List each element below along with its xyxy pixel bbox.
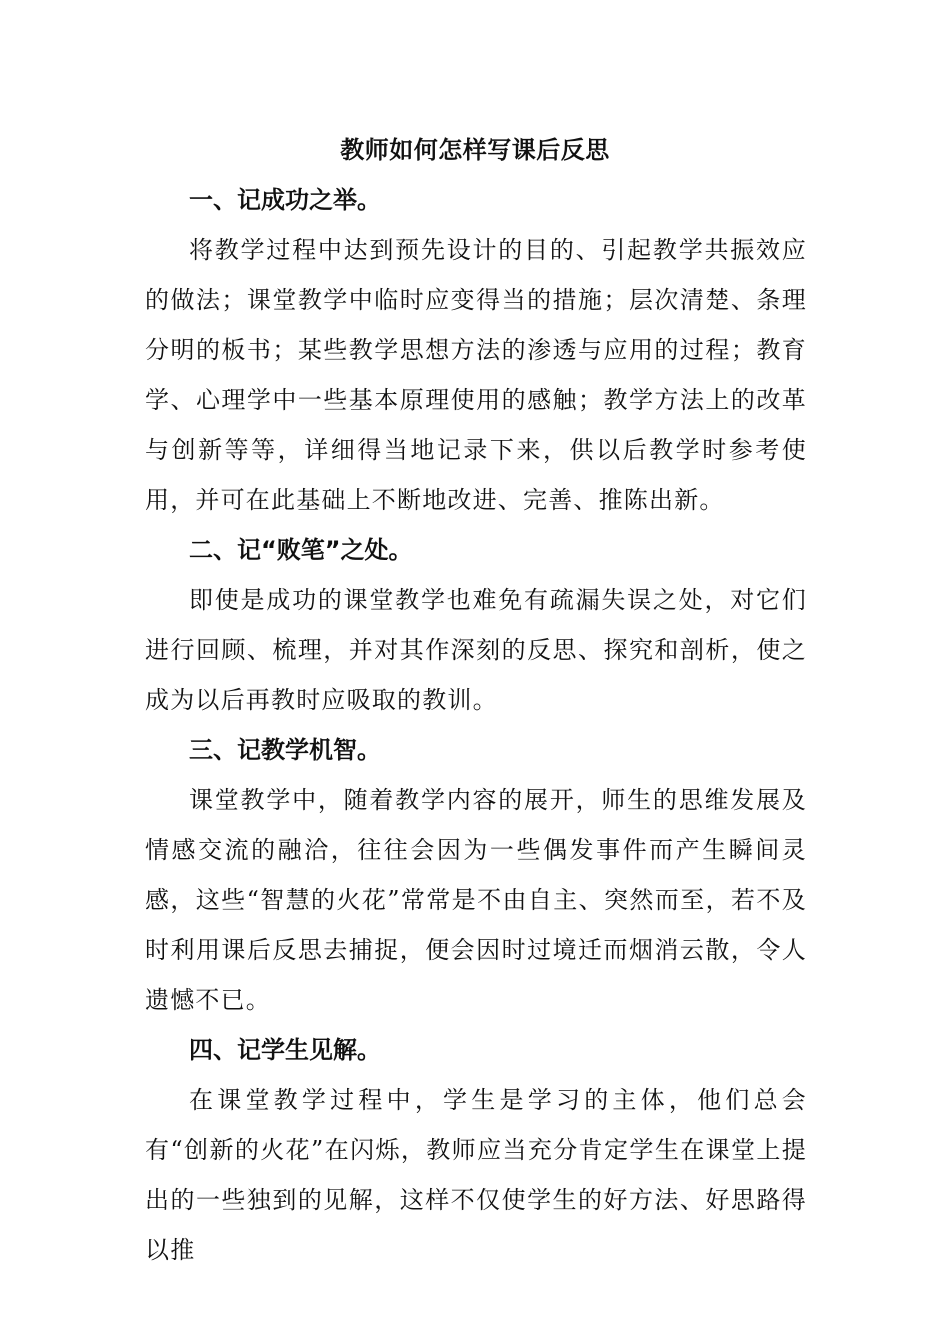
section-heading-1: 一、记成功之举。 <box>189 186 381 214</box>
document-title: 教师如何怎样写课后反思 <box>340 136 610 164</box>
section-paragraph-4: 在课堂教学过程中，学生是学习的主体，他们总会有“创新的火花”在闪烁，教师应当充分肯定学生在课堂上提出的一些独到的见解，这样不仅使学生的好方法、好思路得以推 <box>145 1086 807 1264</box>
section-paragraph-1: 将教学过程中达到预先设计的目的、引起教学共振效应的做法；课堂教学中临时应变得当的措施；层次清楚、条理分明的板书；某些教学思想方法的渗透与应用的过程；教育学、心理学中一些基本原理使用的感触；教学方法上的改革与创新等等，详细得当地记录下来，供以后教学时参考使用，并可在此基础上不断地改进、完善、推陈出新。 <box>145 236 807 514</box>
section-heading-2: 二、记“败笔”之处。 <box>189 536 413 564</box>
section-paragraph-3: 课堂教学中，随着教学内容的展开，师生的思维发展及情感交流的融洽，往往会因为一些偶发事件而产生瞬间灵感，这些“智慧的火花”常常是不由自主、突然而至，若不及时利用课后反思去捕捉，便会因时过境迁而烟消云散，令人遗憾不已。 <box>145 786 807 1014</box>
section-heading-4: 四、记学生见解。 <box>189 1036 381 1064</box>
section-heading-3: 三、记教学机智。 <box>189 736 381 764</box>
section-paragraph-2: 即使是成功的课堂教学也难免有疏漏失误之处，对它们进行回顾、梳理，并对其作深刻的反思、探究和剖析，使之成为以后再教时应吸取的教训。 <box>145 586 807 714</box>
